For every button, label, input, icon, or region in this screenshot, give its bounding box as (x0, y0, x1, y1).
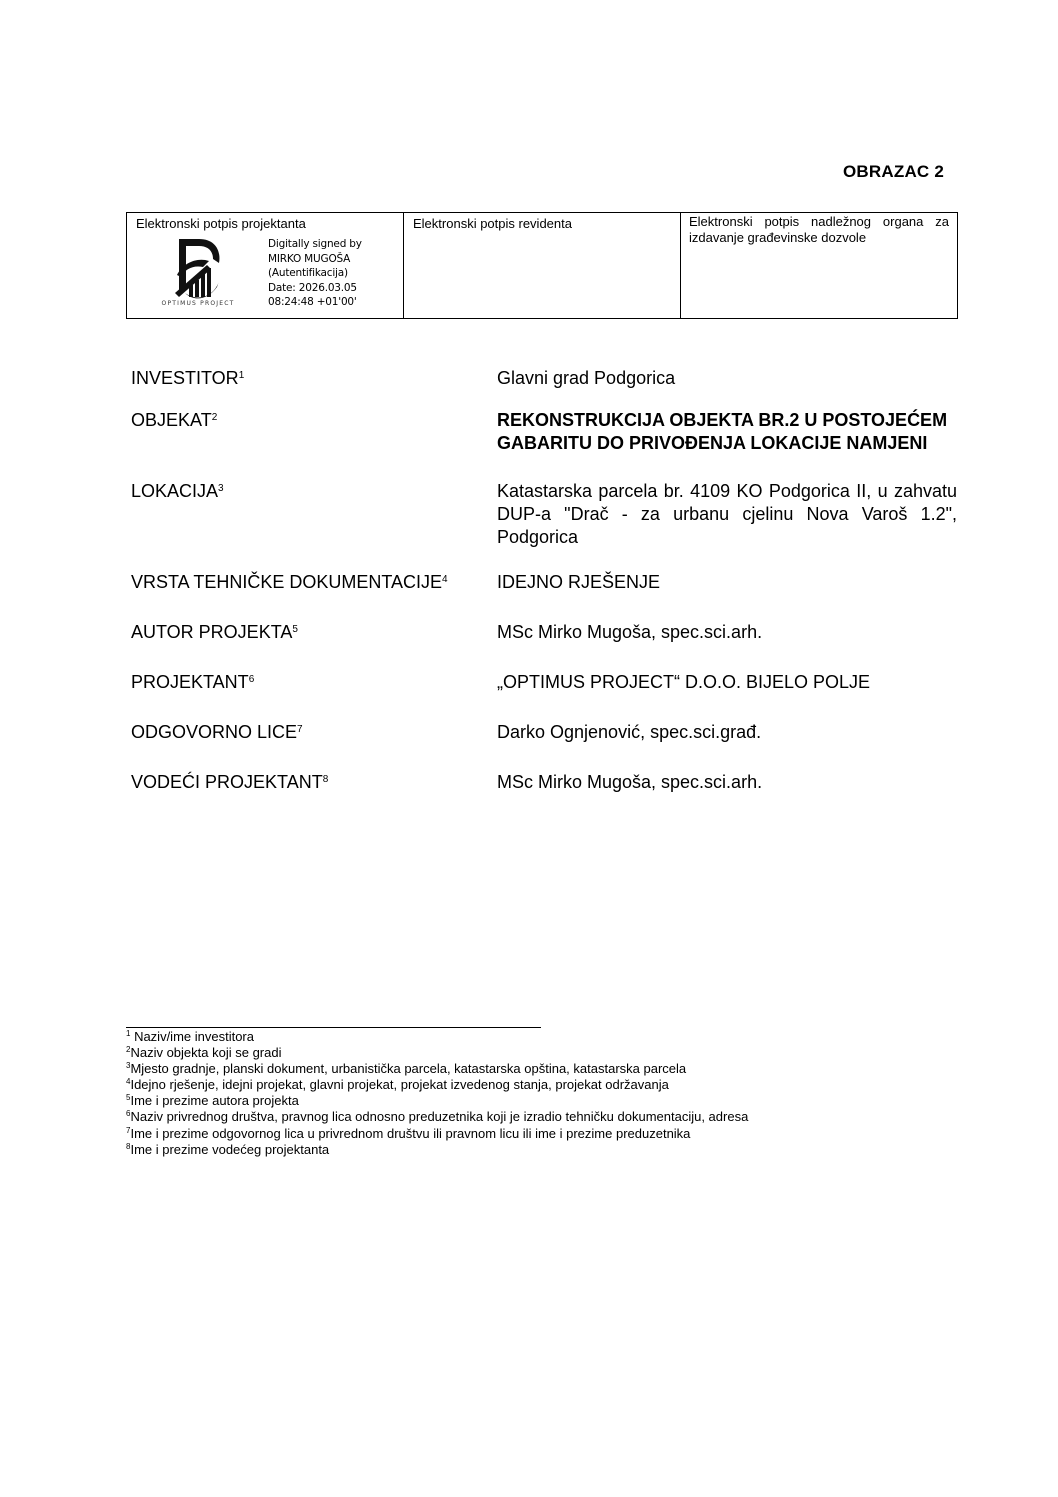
optimus-project-logo-icon (161, 235, 235, 315)
field-row-lokacija (131, 480, 957, 549)
footnote: $^7$Ime i prezime odgovornog lica u privrednom društvu ili pravnom licu ili ime i prezime preduzetnika (126, 1125, 691, 1141)
authority-signature-label: Elektronski potpis nadležnog organa za izdavanje građevinske dozvole (689, 214, 949, 245)
project-fields (131, 367, 957, 794)
stamp-line: Date: 2026.03.05 (268, 281, 357, 294)
field-row-odgovorno-lice (131, 721, 957, 744)
field-value: REKONSTRUKCIJA OBJEKTA BR.2 U POSTOJEĆEM GABARITU DO PRIVOĐENJA LOKACIJE NAMJENI (497, 410, 948, 453)
field-label: LOKACIJA$^3$ (131, 481, 224, 501)
stamp-line: Digitally signed by (268, 238, 362, 250)
signature-table (126, 212, 958, 319)
digital-signature-stamp (268, 237, 362, 310)
logo-wordmark: OPTIMUS PROJECT (161, 300, 235, 307)
field-value: „OPTIMUS PROJECT“ D.O.O. BIJELO POLJE (497, 672, 871, 692)
footnote-ref: 5 (292, 624, 298, 635)
footnote-separator (126, 1027, 541, 1028)
field-label: ODGOVORNO LICE$^7$ (131, 722, 303, 742)
footnote-ref: 1 (238, 370, 245, 381)
designer-signature-cell[interactable] (127, 213, 404, 318)
field-value: Katastarska parcela br. 4109 KO Podgorica II, u zahvatu DUP-a "Drač - za urbanu cjelinu Nova Varoš 1.2", Podgorica (497, 481, 957, 547)
field-value: IDEJNO RJEŠENJE (497, 572, 661, 592)
footnote-ref: 8 (322, 774, 329, 785)
footnote-ref: 3 (218, 483, 224, 494)
footnote: $^3$Mjesto gradnje, planski dokument, urbanistička parcela, katastarska opština, katastarska parcela (126, 1061, 687, 1077)
footnote-ref: 6 (248, 674, 255, 685)
field-label: OBJEKAT$^2$ (131, 410, 218, 430)
designer-signature-label: Elektronski potpis projektanta (136, 216, 306, 231)
field-row-objekat (131, 409, 957, 455)
field-label: VODEĆI PROJEKTANT$^8$ (131, 772, 329, 792)
footnote: $^6$Naziv privrednog društva, pravnog lica odnosno preduzetnika koji je izradio tehničku dokumentaciju, adresa (126, 1109, 749, 1125)
field-label: VRSTA TEHNIČKE DOKUMENTACIJE$^4$ (131, 572, 448, 592)
field-value: Glavni grad Podgorica (497, 368, 676, 388)
footnote-ref: 2 (211, 412, 218, 423)
footnote-ref: 7 (297, 724, 303, 735)
reviewer-signature-cell[interactable] (404, 213, 681, 318)
form-title: OBRAZAC 2 (843, 162, 944, 181)
field-value: MSc Mirko Mugoša, spec.sci.arh. (497, 622, 763, 642)
footnote: $^8$Ime i prezime vodećeg projektanta (126, 1141, 330, 1157)
field-row-vrsta-dokumentacije (131, 571, 957, 594)
field-row-autor-projekta (131, 621, 957, 644)
reviewer-signature-label: Elektronski potpis revidenta (413, 216, 572, 231)
footnote: $^5$Ime i prezime autora projekta (126, 1093, 299, 1109)
footnote: $^4$Idejno rješenje, idejni projekat, glavni projekat, projekat izvedenog stanja, projekat održavanja (126, 1077, 669, 1093)
stamp-line: 08:24:48 +01'00' (268, 296, 357, 309)
field-value: Darko Ognjenović, spec.sci.građ. (497, 722, 762, 742)
footnote: $^1$ Naziv/ime investitora (126, 1029, 254, 1044)
authority-signature-cell[interactable] (681, 213, 957, 318)
field-label: INVESTITOR$^1$ (131, 368, 245, 388)
field-value: MSc Mirko Mugoša, spec.sci.arh. (497, 772, 763, 792)
field-label: AUTOR PROJEKTA$^5$ (131, 622, 298, 642)
stamp-line: (Autentifikacija) (268, 267, 348, 280)
field-row-vodeci-projektant (131, 771, 957, 794)
footnote-ref: 4 (442, 574, 448, 585)
field-label: PROJEKTANT$^6$ (131, 672, 255, 692)
footnote: $^2$Naziv objekta koji se gradi (126, 1045, 282, 1061)
stamp-line: MIRKO MUGOŠA (268, 252, 351, 265)
footnotes (126, 1029, 748, 1158)
field-row-investitor (131, 367, 957, 390)
field-row-projektant (131, 671, 957, 694)
